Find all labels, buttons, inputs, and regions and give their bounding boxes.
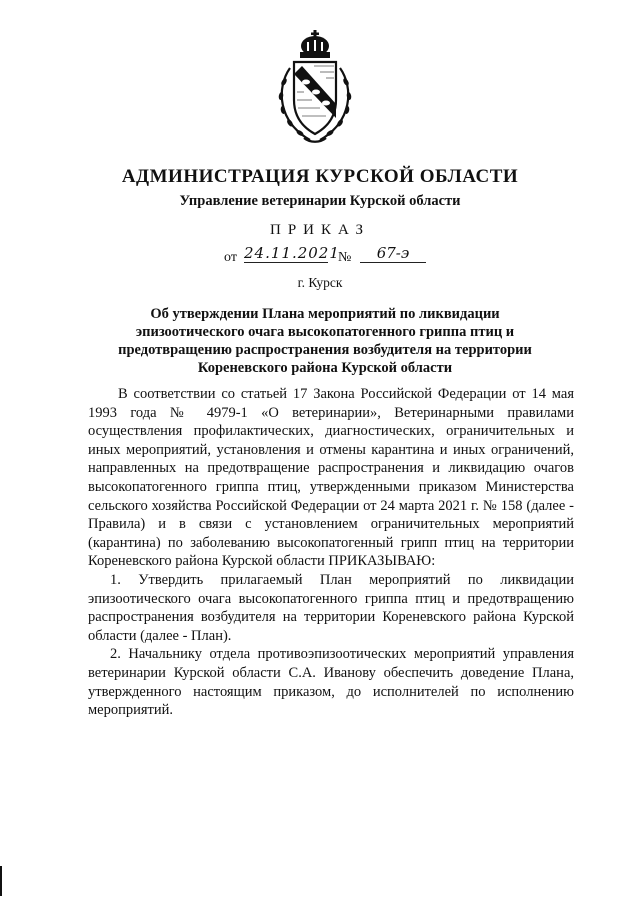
place-of-issue: г. Курск [297, 275, 343, 290]
order-number: 67-э [360, 244, 426, 263]
order-item-1: 1. Утвердить прилагаемый План мероприятий по ликвидации эпизоотического очага высокопатогенного гриппа птиц и предотвращению распространения возбудителя на территории Кореневского района Курской области (далее - План). [88, 571, 574, 644]
number-label: № [338, 250, 352, 265]
preamble-paragraph: В соответствии со статьей 17 Закона Российской Федерации от 14 мая 1993 года № 4979-1 «О ветеринарии», Ветеринарными правилами осуществления профилактических, диагностических, ограничительных и иных мероприятий, установления и отмены карантина и иных ограничений, направленных на предотвращение распространения и ликвидацию очагов высокопатогенного гриппа птиц, утвержденными приказом Министерства сельского хозяйства Российской Федерации от 24 марта 2021 г. № 158 (далее - Правила) и в связи с установлением ограничительных мероприятий (карантина) по заболеванию высокопатогенный грипп птиц на территории Кореневского района Курской области ПРИКАЗЫВАЮ: [88, 386, 574, 570]
scan-edge-mark [0, 866, 2, 896]
date-label: от [224, 250, 237, 265]
organization-title: АДМИНИСТРАЦИЯ КУРСКОЙ ОБЛАСТИ [121, 166, 519, 187]
coat-of-arms-icon [270, 30, 360, 150]
order-subject: Об утверждении Плана мероприятий по ликвидации эпизоотического очага высокопатогенного гриппа птиц и предотвращению распространения возбудителя на территории Кореневского района Курской области [118, 306, 532, 376]
order-body [88, 385, 574, 720]
order-date: 24.11.2021 [244, 244, 340, 262]
order-date-number [200, 244, 440, 268]
document-type: ПРИКАЗ [270, 222, 370, 238]
department-title: Управление ветеринарии Курской области [179, 193, 461, 209]
order-item-2: 2. Начальнику отдела противоэпизоотических мероприятий управления ветеринарии Курской области С.А. Иванову обеспечить доведение Плана, утвержденного настоящим приказом, до исполнителей по исполнению мероприятий. [88, 646, 574, 719]
